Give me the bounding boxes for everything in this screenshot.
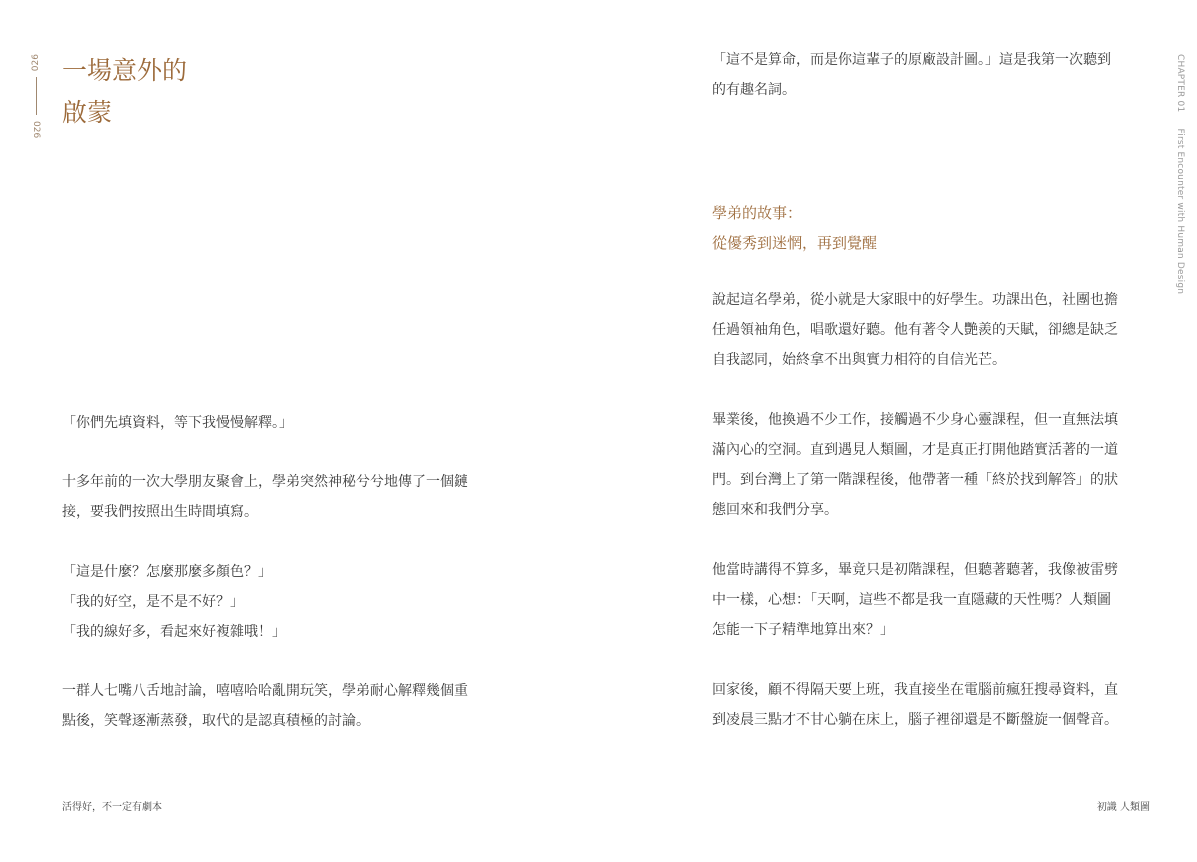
text-line: 態回來和我們分享。 — [712, 502, 838, 518]
text-line: 說起這名學弟，從小就是大家眼中的好學生。功課出色，社團也擔 — [712, 292, 1118, 308]
right-paragraph-4 — [712, 675, 1118, 735]
intro-paragraph — [712, 45, 1111, 105]
chapter-title-line: 一場意外的 — [62, 56, 188, 85]
text-line: 自我認同，始終拿不出與實力相符的自信光芒。 — [712, 352, 1006, 368]
left-paragraph-1 — [62, 408, 293, 438]
text-line: 他當時講得不算多，畢竟只是初階課程，但聽著聽著，我像被雷劈 — [712, 562, 1118, 578]
text-line: 「這不是算命，而是你這輩子的原廠設計圖。」這是我第一次聽到 — [712, 52, 1111, 68]
text-line: 畢業後，他換過不少工作，接觸過不少身心靈課程，但一直無法填 — [712, 412, 1118, 428]
right-paragraph-3 — [712, 555, 1118, 645]
chapter-subtitle: First Encounter with Human Design — [1175, 128, 1185, 295]
chapter-number: CHAPTER 01 — [1175, 54, 1185, 113]
page-number-divider — [36, 77, 37, 115]
text-line: 回家後，顧不得隔天要上班，我直接坐在電腦前瘋狂搜尋資料，直 — [712, 682, 1118, 698]
text-line: 「這是什麼？怎麼那麼多顏色？」 — [62, 564, 272, 580]
text-line: 一群人七嘴八舌地討論，嘻嘻哈哈亂開玩笑，學弟耐心解釋幾個重 — [62, 683, 468, 699]
section-heading-line: 從優秀到迷惘，再到覺醒 — [712, 234, 878, 252]
left-footer: 活得好，不一定有劇本 — [62, 802, 162, 813]
right-paragraph-1 — [712, 285, 1118, 375]
text-line: 「你們先填資料，等下我慢慢解釋。」 — [62, 415, 293, 431]
section-heading-line: 學弟的故事： — [712, 204, 803, 222]
text-line: 到凌晨三點才不甘心躺在床上，腦子裡卻還是不斷盤旋一個聲音。 — [712, 712, 1118, 728]
page-number-marker — [30, 54, 42, 138]
left-paragraph-4 — [62, 676, 468, 736]
text-line: 「我的線好多，看起來好複雜哦！」 — [62, 624, 286, 640]
text-line: 的有趣名詞。 — [712, 82, 796, 98]
section-heading — [712, 198, 877, 258]
text-line: 滿內心的空洞。直到遇見人類圖，才是真正打開他踏實活著的一道 — [712, 442, 1118, 458]
right-footer: 初識 人類圖 — [1096, 802, 1150, 813]
right-paragraph-2 — [712, 405, 1118, 525]
chapter-title-line: 啟蒙 — [62, 98, 113, 127]
text-line: 門。到台灣上了第一階課程後，他帶著一種「終於找到解答」的狀 — [712, 472, 1118, 488]
text-line: 任過領袖角色，唱歌還好聽。他有著令人艷羨的天賦，卻總是缺乏 — [712, 322, 1118, 338]
page-number-top: 026 — [31, 54, 41, 72]
page-number-bottom: 026 — [31, 121, 41, 139]
text-line: 十多年前的一次大學朋友聚會上，學弟突然神秘兮兮地傳了一個鏈 — [62, 474, 468, 490]
left-paragraph-2 — [62, 467, 468, 527]
text-line: 「我的好空，是不是不好？」 — [62, 594, 244, 610]
text-line: 怎能一下子精準地算出來？」 — [712, 622, 894, 638]
running-header — [1169, 54, 1185, 295]
text-line: 接，要我們按照出生時間填寫。 — [62, 504, 258, 520]
chapter-title — [62, 50, 187, 134]
left-paragraph-3 — [62, 557, 286, 647]
text-line: 中一樣，心想：「天啊，這些不都是我一直隱藏的天性嗎？人類圖 — [712, 592, 1111, 608]
text-line: 點後，笑聲逐漸蒸發，取代的是認真積極的討論。 — [62, 713, 370, 729]
